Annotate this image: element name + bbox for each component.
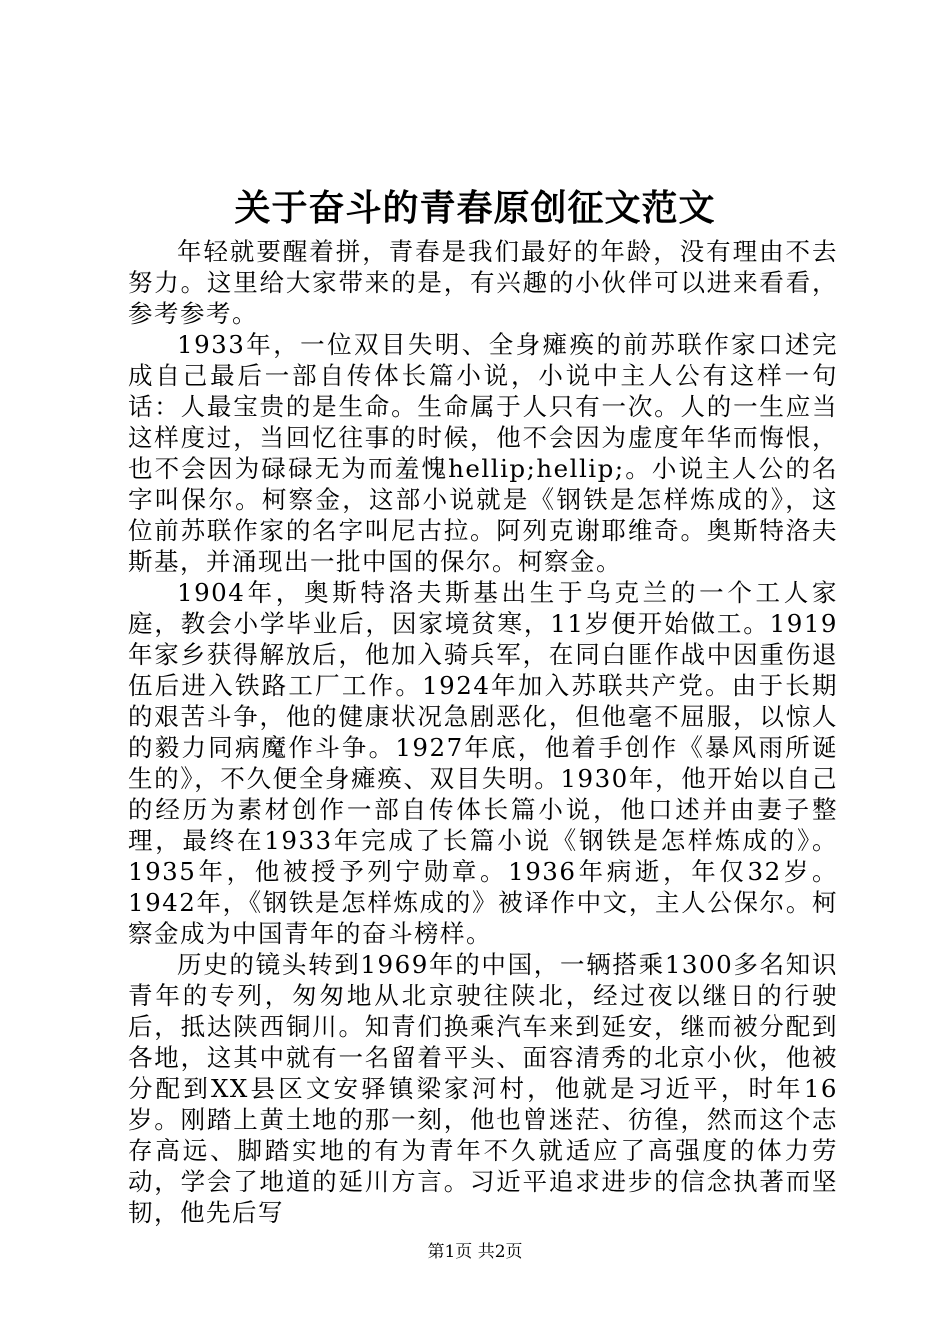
paragraph-2: 1933年，一位双目失明、全身瘫痪的前苏联作家口述完成自己最后一部自传体长篇小说，小说中主人公有这样一句话：人最宝贵的是生命。生命属于人只有一次。人的一生应当这样度过，当回忆往事的时候，他不会因为虚度年华而悔恨，也不会因为碌碌无为而羞愧hellip;hellip;。小说主人公的名字叫保尔。柯察金，这部小说就是《钢铁是怎样炼成的》，这位前苏联作家的名字叫尼古拉。阿列克谢耶维奇。奥斯特洛夫斯基，并涌现出一批中国的保尔。柯察金。 — [128, 330, 838, 576]
paragraph-1: 年轻就要醒着拼，青春是我们最好的年龄，没有理由不去努力。这里给大家带来的是，有兴趣的小伙伴可以进来看看，参考参考。 — [128, 237, 838, 328]
paragraph-4: 历史的镜头转到1969年的中国，一辆搭乘1300多名知识青年的专列，匆匆地从北京驶往陕北，经过夜以继日的行驶后，抵达陕西铜川。知青们换乘汽车来到延安，继而被分配到各地，这其中就有一名留着平头、面容清秀的北京小伙，他被分配到XX县区文安驿镇梁家河村，他就是习近平，时年16岁。刚踏上黄土地的那一刻，他也曾迷茫、彷徨，然而这个志存高远、脚踏实地的有为青年不久就适应了高强度的体力劳动，学会了地道的延川方言。习近平追求进步的信念执著而坚韧，他先后写 — [128, 950, 838, 1227]
paragraph-3: 1904年，奥斯特洛夫斯基出生于乌克兰的一个工人家庭，教会小学毕业后，因家境贫寒，11岁便开始做工。1919年家乡获得解放后，他加入骑兵军，在同白匪作战中因重伤退伍后进入铁路工厂工作。1924年加入苏联共产党。由于长期的艰苦斗争，他的健康状况急剧恶化，但他毫不屈服，以惊人的毅力同病魔作斗争。1927年底，他着手创作《暴风雨所诞生的》，不久便全身瘫痪、双目失明。1930年，他开始以自己的经历为素材创作一部自传体长篇小说，他口述并由妻子整理，最终在1933年完成了长篇小说《钢铁是怎样炼成的》。1935年，他被授予列宁勋章。1936年病逝，年仅32岁。1942年，《钢铁是怎样炼成的》被译作中文，主人公保尔。柯察金成为中国青年的奋斗榜样。 — [128, 578, 838, 948]
document-body — [128, 236, 838, 1228]
page-footer: 第1页 共2页 — [427, 1242, 523, 1262]
document-title: 关于奋斗的青春原创征文范文 — [234, 187, 716, 229]
